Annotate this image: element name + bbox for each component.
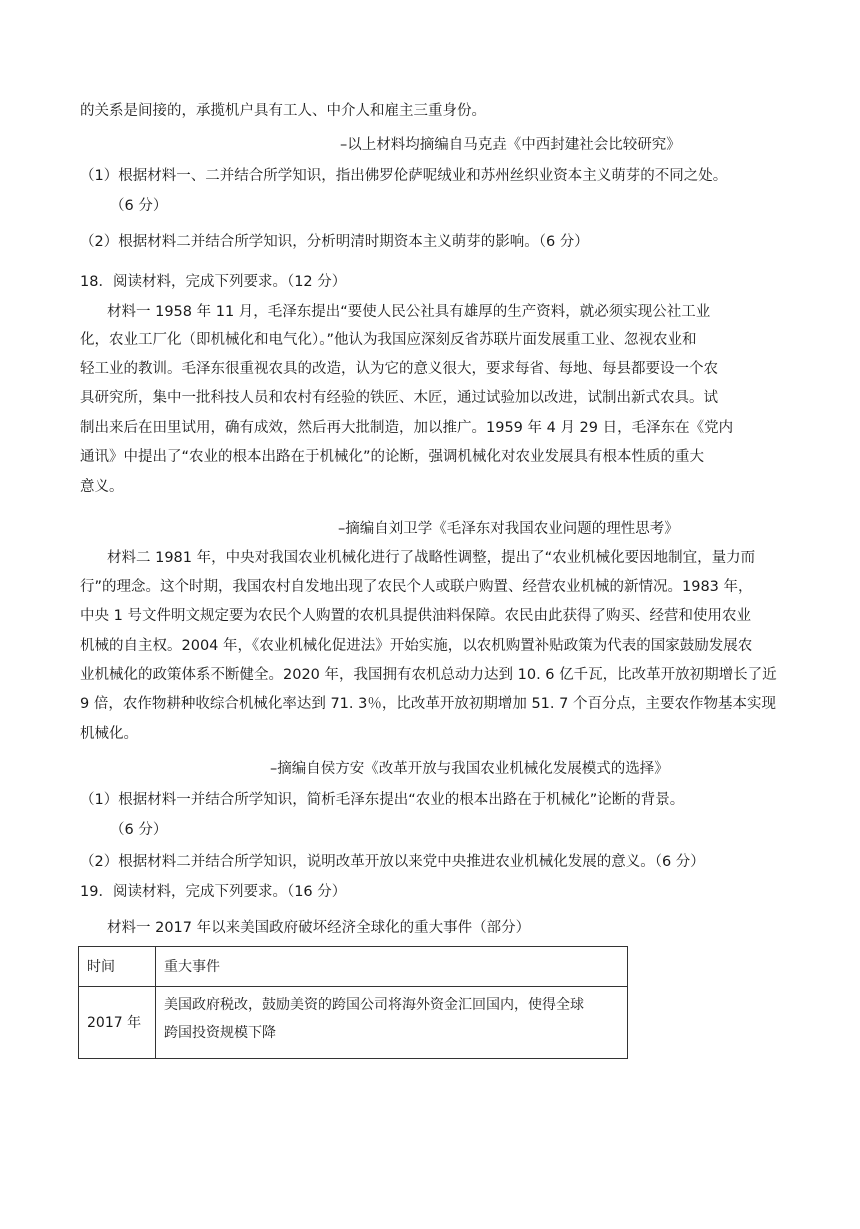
source-citation: –以上材料均摘编自马克垚《中西封建社会比较研究》 [340,137,681,153]
question-heading: 19．阅读材料，完成下列要求。（16 分） [80,884,347,900]
row-event-line: 美国政府税改，鼓励美资的跨国公司将海外资金汇回国内，使得全球 [164,997,584,1013]
paragraph-line: 意义。 [80,479,124,495]
question-heading: 18．阅读材料，完成下列要求。（12 分） [80,274,347,290]
question-prompt: （2）根据材料二并结合所学知识，分析明清时期资本主义萌芽的影响。（6 分） [80,234,589,250]
table-row [79,987,628,1059]
source-citation: –摘编自刘卫学《毛泽东对我国农业问题的理性思考》 [338,521,679,537]
events-table [78,946,628,1059]
paragraph-line: 材料二 1981 年，中央对我国农业机械化进行了战略性调整，提出了“农业机械化要因地制宜，量力而 [107,550,756,566]
table-caption: 材料一 2017 年以来美国政府破坏经济全球化的重大事件（部分） [107,920,531,936]
paragraph-line: 行”的理念。这个时期，我国农村自发地出现了农民个人或联户购置、经营农业机械的新情况。1983 年， [80,579,753,595]
paragraph-line: 业机械化的政策体系不断健全。2020 年，我国拥有农机总动力达到 10. 6 亿千瓦，比改革开放初期增长了近 [80,667,777,683]
paragraph-line: 化，农业工厂化（即机械化和电气化）。”他认为我国应深刻反省苏联片面发展重工业、忽视农业和 [80,332,697,348]
points-label: （6 分） [110,198,168,214]
paragraph-line: 通讯》中提出了“农业的根本出路在于机械化”的论断，强调机械化对农业发展具有根本性质的重大 [80,449,705,465]
paragraph-line: 的关系是间接的，承揽机户具有工人、中介人和雇主三重身份。 [80,103,486,119]
paragraph-line: 材料一 1958 年 11 月，毛泽东提出“要使人民公社具有雄厚的生产资料，就必须实现公社工业 [107,304,711,320]
question-prompt: （1）根据材料一、二并结合所学知识，指出佛罗伦萨呢绒业和苏州丝织业资本主义萌芽的不同之处。 [80,168,728,184]
paragraph-line: 9 倍，农作物耕种收综合机械化率达到 71. 3％，比改革开放初期增加 51. 7 个百分点，主要农作物基本实现 [80,696,776,712]
paragraph-line: 中央 1 号文件明文规定要为农民个人购置的农机具提供油料保障。农民由此获得了购买、经营和使用农业 [80,608,751,624]
question-prompt: （1）根据材料一并结合所学知识，简析毛泽东提出“农业的根本出路在于机械化”论断的背景。 [80,792,685,808]
paragraph-line: 机械化。 [80,726,138,742]
header-cell-time [79,947,156,987]
table-header-row [79,947,628,987]
points-label: （6 分） [110,822,168,838]
header-cell-event [156,947,628,987]
header-time-label: 时间 [87,959,115,975]
row-time-value: 2017 年 [87,1014,142,1031]
paragraph-line: 具研究所，集中一批科技人员和农村有经验的铁匠、木匠，通过试验加以改进，试制出新式农具。试 [80,390,718,406]
paragraph-line: 机械的自主权。2004 年，《农业机械化促进法》开始实施，以农机购置补贴政策为代表的国家鼓励发展农 [80,638,753,654]
row-cell-time [79,987,156,1059]
row-event-line: 跨国投资规模下降 [164,1025,276,1041]
header-event-label: 重大事件 [164,959,220,975]
row-cell-event [156,987,628,1059]
source-citation: –摘编自侯方安《改革开放与我国农业机械化发展模式的选择》 [270,761,669,777]
question-prompt: （2）根据材料二并结合所学知识，说明改革开放以来党中央推进农业机械化发展的意义。（6 分） [80,854,705,870]
paragraph-line: 轻工业的教训。毛泽东很重视农具的改造，认为它的意义很大，要求每省、每地、每县都要设一个农 [80,361,718,377]
paragraph-line: 制出来后在田里试用，确有成效，然后再大批制造，加以推广。1959 年 4 月 29 日，毛泽东在《党内 [80,420,734,436]
